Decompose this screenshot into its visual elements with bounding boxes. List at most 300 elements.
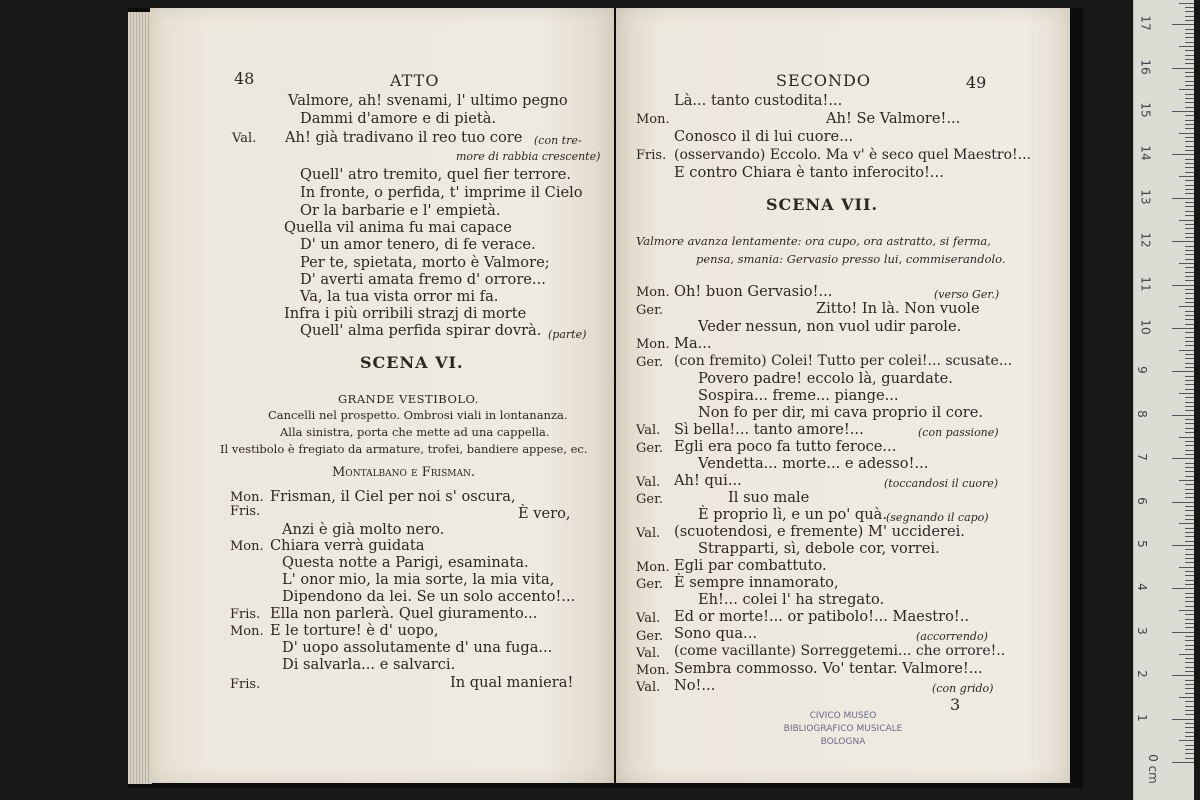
ruler-tick — [1185, 163, 1194, 164]
ruler-tick — [1185, 684, 1194, 685]
dialogue-line: (come vacillante) Sorreggetemi... che orrore!.. — [674, 643, 1006, 659]
ruler-tick — [1185, 137, 1194, 138]
ruler-tick — [1185, 593, 1194, 594]
speaker: Ger. — [636, 577, 663, 592]
speaker: Ger. — [636, 629, 663, 644]
ruler-tick — [1185, 11, 1194, 12]
ruler-tick — [1185, 580, 1194, 581]
dialogue-line: Vendetta... morte... e adesso!... — [698, 455, 929, 472]
ruler-tick — [1185, 476, 1194, 477]
ruler-tick — [1185, 406, 1194, 407]
ruler-tick — [1185, 324, 1194, 325]
speaker: Mon. — [636, 337, 670, 352]
ruler-tick — [1185, 541, 1194, 542]
ruler-tick — [1179, 46, 1194, 47]
dialogue-line: Zitto! In là. Non vuole — [816, 300, 980, 317]
ruler-number: 11 — [1138, 275, 1153, 292]
ruler-tick — [1185, 167, 1194, 168]
ruler-tick — [1185, 363, 1194, 364]
ruler-tick — [1185, 128, 1194, 129]
ruler-tick — [1185, 293, 1194, 294]
ruler-tick — [1185, 63, 1194, 64]
ruler-tick — [1185, 410, 1194, 411]
ruler-tick — [1185, 150, 1194, 151]
stage-direction: (con grido) — [932, 682, 994, 695]
ruler-tick — [1185, 159, 1194, 160]
speaker: Mon. — [230, 624, 264, 639]
ruler-tick — [1179, 740, 1194, 741]
ruler-tick — [1185, 428, 1194, 429]
ruler-tick — [1185, 706, 1194, 707]
ruler-tick — [1185, 758, 1194, 759]
verse-line: Quell' alma perfida spirar dovrà. — [300, 322, 542, 339]
ruler-tick — [1172, 675, 1194, 676]
ruler-tick — [1185, 441, 1194, 442]
ruler-tick — [1179, 567, 1194, 568]
ruler-tick — [1179, 263, 1194, 264]
ruler-tick — [1185, 298, 1194, 299]
ruler-tick — [1185, 146, 1194, 147]
ruler-tick — [1185, 345, 1194, 346]
dialogue-line: Egli era poco fa tutto feroce... — [674, 438, 897, 455]
stamp-line: BOLOGNA — [820, 737, 866, 747]
ruler-tick — [1185, 276, 1194, 277]
dialogue-line: È proprio lì, e un po' quà. — [698, 506, 887, 523]
ruler-number: 3 — [1134, 626, 1149, 635]
ruler-tick — [1179, 133, 1194, 134]
ruler-number: 8 — [1134, 409, 1149, 418]
verse-line: Va, la tua vista orror mi fa. — [300, 288, 499, 305]
ruler-tick — [1172, 198, 1194, 199]
dialogue-line: Questa notte a Parigi, esaminata. — [282, 554, 529, 571]
ruler-tick — [1179, 220, 1194, 221]
dialogue-line: In qual maniera! — [450, 674, 574, 691]
ruler-tick — [1185, 315, 1194, 316]
ruler-tick — [1172, 285, 1194, 286]
ruler-tick — [1185, 302, 1194, 303]
ruler-tick — [1185, 584, 1194, 585]
dialogue-line: L' onor mio, la mia sorte, la mia vita, — [282, 571, 555, 588]
speaker: Ger. — [636, 441, 663, 456]
dialogue-line: E le torture! è d' uopo, — [270, 622, 439, 639]
ruler-tick — [1185, 493, 1194, 494]
ruler-tick — [1185, 115, 1194, 116]
verse-line: Ah! già tradivano il reo tuo core — [285, 129, 523, 146]
ruler-tick — [1185, 710, 1194, 711]
ruler-tick — [1185, 59, 1194, 60]
ruler-tick — [1185, 701, 1194, 702]
ruler-tick — [1185, 597, 1194, 598]
ruler-tick — [1185, 341, 1194, 342]
ruler-tick — [1185, 601, 1194, 602]
verse-line: Quell' atro tremito, quel fier terrore. — [300, 166, 572, 183]
ruler-tick — [1172, 415, 1194, 416]
dialogue-line: Veder nessun, non vuol udir parole. — [698, 318, 962, 335]
signature-mark: 3 — [950, 695, 961, 714]
dialogue-line: Strapparti, sì, debole cor, vorrei. — [698, 540, 940, 557]
ruler-tick — [1185, 471, 1194, 472]
setting-line: Alla sinistra, porta che mette ad una cappella. — [280, 425, 550, 439]
speaker: Ger. — [636, 355, 663, 370]
ruler-tick — [1185, 141, 1194, 142]
ruler-tick — [1185, 575, 1194, 576]
ruler-tick — [1185, 680, 1194, 681]
ruler-tick — [1185, 337, 1194, 338]
ruler-tick — [1185, 376, 1194, 377]
dialogue-line: Chiara verrà guidata — [270, 537, 425, 554]
ruler-tick — [1185, 311, 1194, 312]
verse-line: Infra i più orribili strazj di morte — [284, 305, 527, 322]
scene-title: SCENA VI. — [360, 353, 464, 372]
measuring-ruler — [1133, 0, 1194, 800]
ruler-tick — [1179, 3, 1194, 4]
dialogue-line: E contro Chiara è tanto inferocito!... — [674, 164, 944, 181]
ruler-tick — [1185, 515, 1194, 516]
dialogue-line: Oh! buon Gervasio!... — [674, 283, 833, 300]
speaker: Val. — [636, 646, 661, 661]
ruler-tick — [1185, 489, 1194, 490]
ruler-number: 6 — [1134, 496, 1149, 505]
speaker: Mon. — [230, 539, 264, 554]
ruler-tick — [1185, 233, 1194, 234]
ruler-tick — [1172, 68, 1194, 69]
ruler-tick — [1185, 640, 1194, 641]
dialogue-line: (osservando) Eccolo. Ma v' è seco quel Maestro!... — [674, 147, 1032, 163]
ruler-number: 1 — [1134, 713, 1149, 722]
verse-line: D' averti amata fremo d' orrore... — [300, 271, 546, 288]
page-number: 49 — [966, 73, 987, 92]
dialogue-line: Ed or morte!... or patibolo!... Maestro!.. — [674, 608, 970, 625]
stage-direction: Valmore avanza lentamente: ora cupo, ora astratto, si ferma, — [636, 234, 991, 248]
ruler-tick — [1172, 328, 1194, 329]
ruler-number: 10 — [1138, 319, 1153, 335]
dialogue-line: Sono qua... — [674, 625, 757, 642]
ruler-tick — [1185, 289, 1194, 290]
ruler-number: 17 — [1138, 15, 1153, 31]
dialogue-line: D' uopo assolutamente d' una fuga... — [282, 639, 553, 656]
ruler-tick — [1185, 37, 1194, 38]
dialogue-line: No!... — [674, 677, 716, 694]
ruler-tick — [1185, 606, 1194, 607]
ruler-tick — [1185, 445, 1194, 446]
library-stamp — [768, 710, 918, 749]
ruler-tick — [1185, 354, 1194, 355]
ruler-tick — [1172, 588, 1194, 589]
ruler-tick — [1179, 89, 1194, 90]
speaker: Ger. — [636, 492, 663, 507]
ruler-tick — [1172, 241, 1194, 242]
speaker: Mon. — [230, 490, 264, 505]
speaker: Val. — [636, 423, 661, 438]
ruler-tick — [1185, 384, 1194, 385]
ruler-tick — [1185, 7, 1194, 8]
ruler-tick — [1185, 688, 1194, 689]
ruler-tick — [1179, 393, 1194, 394]
ruler-tick — [1185, 380, 1194, 381]
ruler-tick — [1185, 554, 1194, 555]
ruler-tick — [1185, 33, 1194, 34]
ruler-tick — [1185, 528, 1194, 529]
verse-line: Dammi d'amore e di pietà. — [300, 110, 497, 127]
scene-title: SCENA VII. — [766, 195, 879, 214]
ruler-tick — [1185, 627, 1194, 628]
ruler-tick — [1179, 654, 1194, 655]
ruler-tick — [1185, 736, 1194, 737]
ruler-tick — [1185, 107, 1194, 108]
speaker: Fris. — [230, 677, 261, 692]
ruler-tick — [1185, 172, 1194, 173]
ruler-tick — [1185, 206, 1194, 207]
ruler-tick — [1185, 662, 1194, 663]
speaker: Mon. — [636, 560, 670, 575]
ruler-number: 13 — [1138, 189, 1153, 205]
dialogue-line: Ella non parlerà. Quel giuramento... — [270, 605, 538, 622]
stage-direction: (verso Ger.) — [934, 288, 1000, 301]
running-head: SECONDO — [776, 71, 871, 90]
ruler-tick — [1185, 76, 1194, 77]
ruler-tick — [1185, 85, 1194, 86]
speaker: Ger. — [636, 303, 663, 318]
ruler-number: 7 — [1134, 453, 1149, 462]
ruler-tick — [1185, 536, 1194, 537]
ruler-tick — [1172, 24, 1194, 25]
ruler-tick — [1179, 437, 1194, 438]
speaker: Fris. — [230, 504, 261, 519]
ruler-tick — [1185, 55, 1194, 56]
ruler-number: 5 — [1134, 540, 1149, 548]
speaker: Val. — [636, 680, 661, 695]
ruler-tick — [1172, 371, 1194, 372]
ruler-tick — [1185, 81, 1194, 82]
left-page — [150, 8, 614, 783]
ruler-tick — [1185, 259, 1194, 260]
ruler-tick — [1185, 649, 1194, 650]
speaker: Val. — [636, 475, 661, 490]
ruler-tick — [1185, 558, 1194, 559]
ruler-number: 12 — [1138, 232, 1153, 248]
ruler-tick — [1185, 571, 1194, 572]
ruler-tick — [1185, 224, 1194, 225]
ruler-tick — [1185, 732, 1194, 733]
ruler-tick — [1185, 20, 1194, 21]
ruler-tick — [1172, 719, 1194, 720]
ruler-tick — [1185, 185, 1194, 186]
verse-line: In fronte, o perfida, t' imprime il Cielo — [300, 184, 583, 201]
ruler-tick — [1185, 332, 1194, 333]
characters: Montalbano e Frisman. — [332, 465, 475, 480]
ruler-tick — [1185, 102, 1194, 103]
ruler-tick — [1179, 610, 1194, 611]
stage-direction: more di rabbia crescente) — [456, 150, 601, 163]
ruler-tick — [1185, 211, 1194, 212]
ruler-tick — [1179, 350, 1194, 351]
dialogue-line: Non fo per dir, mi cava proprio il core. — [698, 404, 983, 421]
ruler-tick — [1185, 72, 1194, 73]
ruler-tick — [1185, 450, 1194, 451]
dialogue-line: Ma... — [674, 335, 712, 352]
ruler-tick — [1185, 671, 1194, 672]
speaker: Mon. — [636, 112, 670, 127]
ruler-tick — [1185, 753, 1194, 754]
page-number: 48 — [234, 69, 255, 88]
ruler-tick — [1185, 29, 1194, 30]
dialogue-line: Sospira... freme... piange... — [698, 387, 899, 404]
speaker: Mon. — [636, 663, 670, 678]
ruler-tick — [1185, 124, 1194, 125]
ruler-label: 0 cm — [1145, 754, 1160, 784]
ruler-number: 14 — [1138, 145, 1153, 162]
ruler-tick — [1185, 367, 1194, 368]
dialogue-line: Dipendono da lei. Se un solo accento!... — [282, 588, 576, 605]
stage-direction: (accorrendo) — [916, 630, 988, 643]
verse-line: Or la barbarie e l' empietà. — [300, 202, 501, 219]
ruler-tick — [1172, 458, 1194, 459]
stage-direction: (parte) — [548, 328, 587, 341]
ruler-tick — [1185, 432, 1194, 433]
ruler-tick — [1185, 16, 1194, 17]
dialogue-line: Anzi è già molto nero. — [282, 521, 445, 538]
dialogue-line: (con fremito) Colei! Tutto per colei!... scusate... — [674, 353, 1013, 369]
ruler-tick — [1185, 510, 1194, 511]
ruler-number: 16 — [1138, 58, 1153, 75]
setting-line: Il vestibolo è fregiato da armature, trofei, bandiere appese, ec. — [220, 442, 588, 456]
ruler-tick — [1185, 623, 1194, 624]
dialogue-line: È sempre innamorato, — [674, 574, 839, 591]
ruler-tick — [1185, 389, 1194, 390]
ruler-tick — [1185, 397, 1194, 398]
dialogue-line: È vero, — [518, 505, 571, 522]
speaker: Mon. — [636, 285, 670, 300]
ruler-tick — [1185, 745, 1194, 746]
ruler-tick — [1185, 645, 1194, 646]
ruler-tick — [1185, 614, 1194, 615]
ruler-tick — [1185, 180, 1194, 181]
dialogue-line: Frisman, il Ciel per noi s' oscura, — [270, 488, 516, 505]
ruler-tick — [1185, 254, 1194, 255]
ruler-tick — [1179, 523, 1194, 524]
ruler-tick — [1185, 402, 1194, 403]
dialogue-line: (scuotendosi, e fremente) M' ucciderei. — [674, 523, 965, 540]
ruler-tick — [1185, 723, 1194, 724]
ruler-tick — [1185, 120, 1194, 121]
ruler-tick — [1185, 667, 1194, 668]
ruler-tick — [1185, 280, 1194, 281]
ruler-tick — [1185, 562, 1194, 563]
ruler-tick — [1172, 545, 1194, 546]
ruler-tick — [1185, 246, 1194, 247]
book-spread — [128, 8, 1083, 788]
ruler-number: 15 — [1138, 102, 1153, 118]
right-page — [616, 8, 1070, 783]
ruler-tick — [1185, 519, 1194, 520]
dialogue-line: Sì bella!... tanto amore!... — [674, 421, 864, 438]
ruler-tick — [1185, 658, 1194, 659]
stage-direction: (con tre- — [534, 134, 582, 147]
ruler-tick — [1185, 189, 1194, 190]
ruler-number: 4 — [1134, 583, 1149, 592]
ruler-tick — [1185, 42, 1194, 43]
speaker: Val. — [636, 611, 661, 626]
stage-direction: (segnando il capo) — [886, 511, 989, 524]
speaker: Val. — [636, 526, 661, 541]
ruler-tick — [1185, 50, 1194, 51]
dialogue-line: Sembra commosso. Vo' tentar. Valmore!... — [674, 660, 983, 677]
ruler-tick — [1185, 497, 1194, 498]
ruler-tick — [1179, 480, 1194, 481]
verse-line: Valmore, ah! svenami, l' ultimo pegno — [288, 92, 568, 109]
verse-line: Quella vil anima fu mai capace — [284, 219, 512, 236]
ruler-tick — [1185, 454, 1194, 455]
speaker: Fris. — [636, 148, 667, 163]
stage-direction: (con passione) — [918, 426, 999, 439]
ruler-tick — [1185, 237, 1194, 238]
ruler-tick — [1185, 419, 1194, 420]
ruler-tick — [1185, 193, 1194, 194]
ruler-tick — [1172, 154, 1194, 155]
dialogue-line: Ah! Se Valmore!... — [826, 110, 961, 127]
ruler-tick — [1185, 215, 1194, 216]
dialogue-line: Egli par combattuto. — [674, 557, 827, 574]
ruler-tick — [1185, 463, 1194, 464]
ruler-tick — [1172, 502, 1194, 503]
ruler-tick — [1185, 267, 1194, 268]
ruler-tick — [1185, 636, 1194, 637]
ruler-tick — [1185, 749, 1194, 750]
verse-line: D' un amor tenero, di fe verace. — [300, 236, 536, 253]
dialogue-line: Ah! qui... — [674, 472, 742, 489]
ruler-tick — [1185, 94, 1194, 95]
ruler-tick — [1185, 549, 1194, 550]
ruler-tick — [1185, 423, 1194, 424]
stage-direction: pensa, smania: Gervasio presso lui, commiserandolo. — [696, 252, 1006, 266]
setting-title: GRANDE VESTIBOLO. — [338, 392, 479, 406]
ruler-tick — [1185, 358, 1194, 359]
ruler-number: 2 — [1134, 670, 1149, 679]
stage-direction: (toccandosi il cuore) — [884, 477, 999, 490]
ruler-tick — [1185, 693, 1194, 694]
setting-line: Cancelli nel prospetto. Ombrosi viali in lontananza. — [268, 408, 568, 422]
ruler-tick — [1185, 506, 1194, 507]
speaker: Fris. — [230, 607, 261, 622]
ruler-tick — [1172, 762, 1194, 763]
stamp-line: CIVICO MUSEO — [809, 711, 877, 721]
ruler-number: 9 — [1134, 366, 1149, 375]
ruler-tick — [1179, 697, 1194, 698]
ruler-tick — [1179, 306, 1194, 307]
ruler-tick — [1185, 319, 1194, 320]
ruler-tick — [1185, 714, 1194, 715]
verse-line: Per te, spietata, morto è Valmore; — [300, 254, 550, 271]
page-edges — [128, 12, 152, 784]
ruler-tick — [1185, 467, 1194, 468]
dialogue-line: Là... tanto custodita!... — [674, 92, 843, 109]
dialogue-line: Conosco il di lui cuore... — [674, 128, 854, 145]
ruler-tick — [1185, 619, 1194, 620]
running-head: ATTO — [390, 71, 440, 90]
ruler-tick — [1185, 98, 1194, 99]
ruler-tick — [1185, 228, 1194, 229]
dialogue-line: Di salvarla... e salvarci. — [282, 656, 456, 673]
dialogue-line: Povero padre! eccolo là, guardate. — [698, 370, 953, 387]
ruler-tick — [1185, 532, 1194, 533]
ruler-tick — [1179, 176, 1194, 177]
dialogue-line: Il suo male — [728, 489, 810, 506]
dialogue-line: Eh!... colei l' ha stregato. — [698, 591, 885, 608]
stamp-line: BIBLIOGRAFICO MUSICALE — [783, 724, 903, 734]
ruler-tick — [1172, 632, 1194, 633]
ruler-tick — [1172, 111, 1194, 112]
ruler-tick — [1185, 202, 1194, 203]
